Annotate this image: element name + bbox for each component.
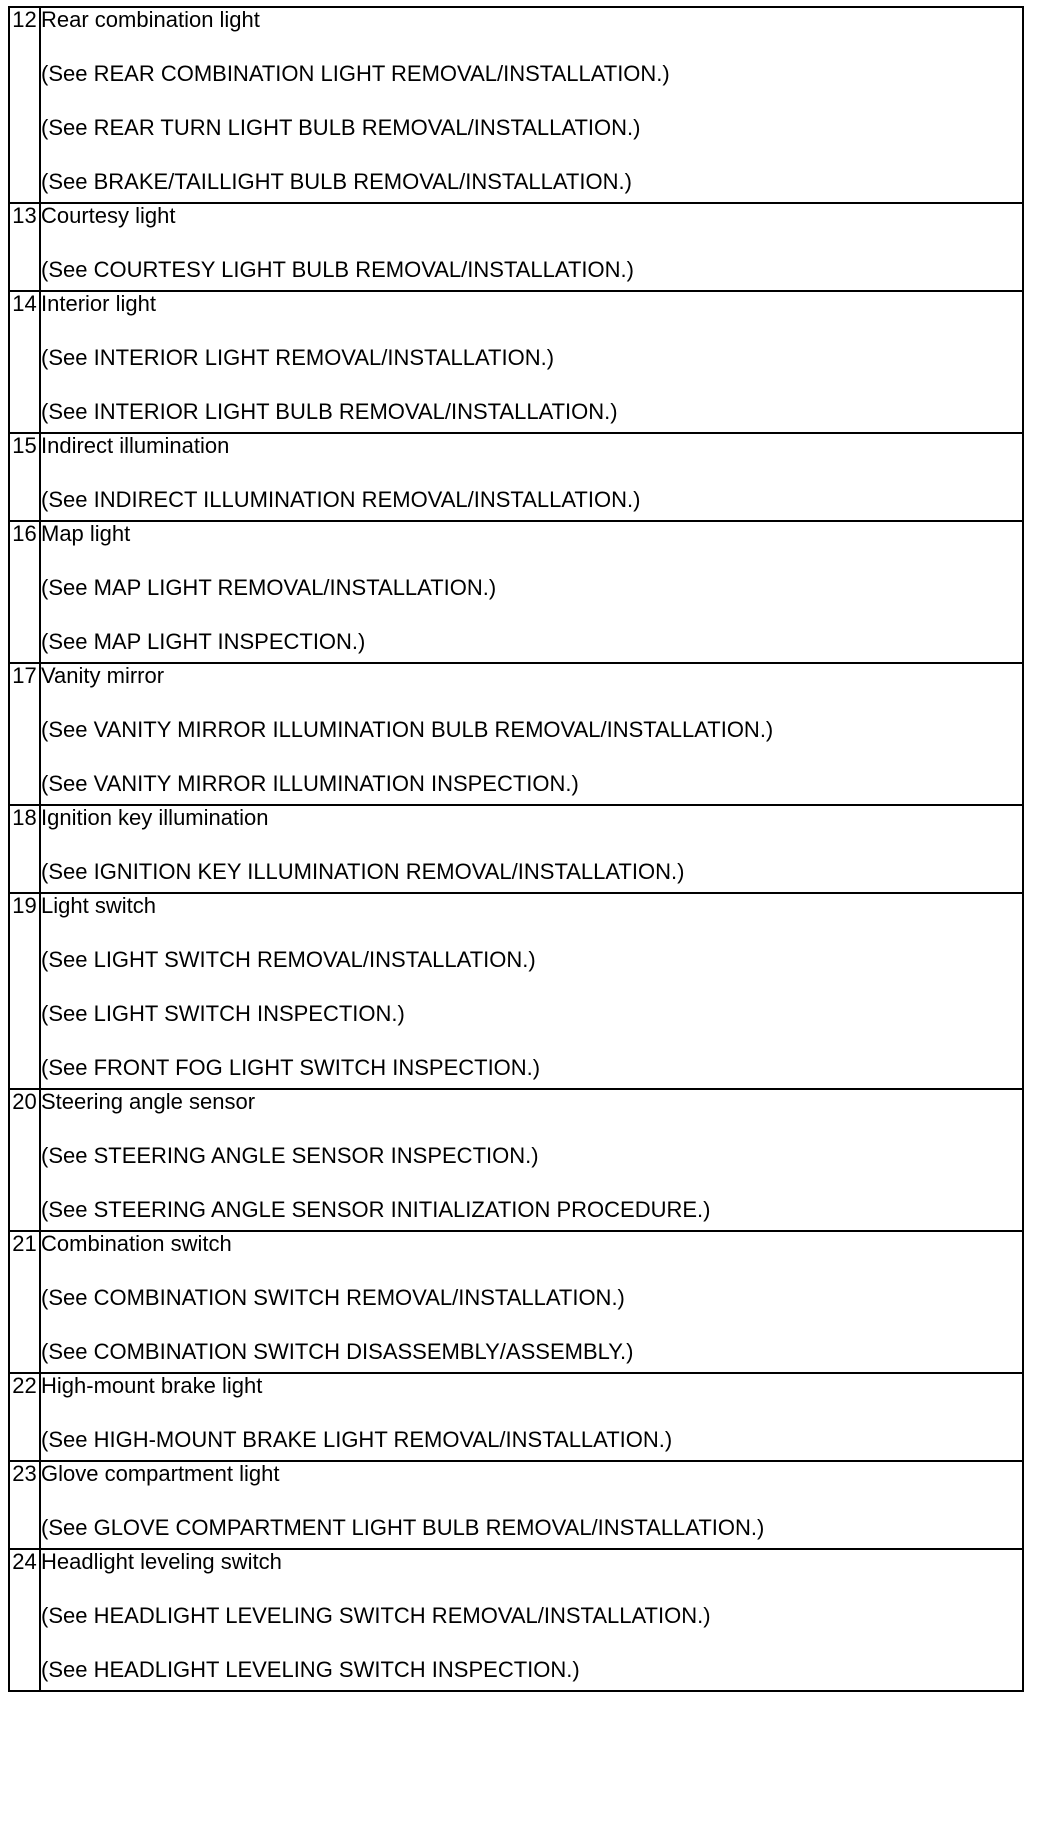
item-number: 21 [9,1231,40,1373]
item-name: High-mount brake light [41,1373,263,1398]
table-row [9,1231,1023,1373]
reference-link[interactable]: (See HEADLIGHT LEVELING SWITCH REMOVAL/INSTALLATION.) [41,1603,711,1628]
reference-link[interactable]: (See MAP LIGHT REMOVAL/INSTALLATION.) [41,575,497,600]
item-name: Interior light [41,291,156,316]
item-number: 18 [9,805,40,893]
item-name: Glove compartment light [41,1461,280,1486]
item-name: Rear combination light [41,7,260,32]
reference-link[interactable]: (See STEERING ANGLE SENSOR INITIALIZATION PROCEDURE.) [41,1197,711,1222]
table-row [9,893,1023,1089]
item-number: 19 [9,893,40,1089]
item-number: 23 [9,1461,40,1549]
item-description [40,893,1023,1089]
table-row [9,1373,1023,1461]
item-number: 12 [9,7,40,203]
item-description [40,1231,1023,1373]
item-description [40,663,1023,805]
item-name: Steering angle sensor [41,1089,256,1114]
item-description [40,805,1023,893]
reference-link[interactable]: (See IGNITION KEY ILLUMINATION REMOVAL/INSTALLATION.) [41,859,685,884]
component-table-body [9,7,1023,1691]
item-description [40,203,1023,291]
reference-link[interactable]: (See INTERIOR LIGHT REMOVAL/INSTALLATION.) [41,345,555,370]
reference-link[interactable]: (See INDIRECT ILLUMINATION REMOVAL/INSTALLATION.) [41,487,641,512]
item-number: 20 [9,1089,40,1231]
item-description [40,1373,1023,1461]
reference-link[interactable]: (See VANITY MIRROR ILLUMINATION INSPECTION.) [41,771,579,796]
table-row [9,433,1023,521]
item-name: Combination switch [41,1231,232,1256]
table-row [9,7,1023,203]
reference-link[interactable]: (See STEERING ANGLE SENSOR INSPECTION.) [41,1143,539,1168]
table-row [9,1549,1023,1691]
item-number: 13 [9,203,40,291]
reference-link[interactable]: (See BRAKE/TAILLIGHT BULB REMOVAL/INSTALLATION.) [41,169,632,194]
reference-link[interactable]: (See HIGH-MOUNT BRAKE LIGHT REMOVAL/INSTALLATION.) [41,1427,673,1452]
table-row [9,203,1023,291]
item-name: Light switch [41,893,156,918]
item-number: 24 [9,1549,40,1691]
item-number: 16 [9,521,40,663]
reference-link[interactable]: (See COURTESY LIGHT BULB REMOVAL/INSTALLATION.) [41,257,634,282]
item-name: Indirect illumination [41,433,230,458]
table-row [9,1461,1023,1549]
reference-link[interactable]: (See LIGHT SWITCH REMOVAL/INSTALLATION.) [41,947,536,972]
item-name: Vanity mirror [41,663,165,688]
item-name: Courtesy light [41,203,176,228]
item-number: 15 [9,433,40,521]
table-row [9,521,1023,663]
table-row [9,805,1023,893]
table-row [9,1089,1023,1231]
item-number: 17 [9,663,40,805]
reference-link[interactable]: (See COMBINATION SWITCH DISASSEMBLY/ASSEMBLY.) [41,1339,634,1364]
item-description [40,433,1023,521]
item-description [40,1549,1023,1691]
reference-link[interactable]: (See VANITY MIRROR ILLUMINATION BULB REMOVAL/INSTALLATION.) [41,717,774,742]
reference-link[interactable]: (See FRONT FOG LIGHT SWITCH INSPECTION.) [41,1055,541,1080]
reference-link[interactable]: (See INTERIOR LIGHT BULB REMOVAL/INSTALLATION.) [41,399,618,424]
reference-link[interactable]: (See GLOVE COMPARTMENT LIGHT BULB REMOVAL/INSTALLATION.) [41,1515,765,1540]
item-description [40,1461,1023,1549]
item-description [40,1089,1023,1231]
item-name: Map light [41,521,131,546]
reference-link[interactable]: (See HEADLIGHT LEVELING SWITCH INSPECTION.) [41,1657,580,1682]
reference-link[interactable]: (See REAR TURN LIGHT BULB REMOVAL/INSTALLATION.) [41,115,641,140]
reference-link[interactable]: (See LIGHT SWITCH INSPECTION.) [41,1001,405,1026]
item-number: 14 [9,291,40,433]
reference-link[interactable]: (See REAR COMBINATION LIGHT REMOVAL/INSTALLATION.) [41,61,670,86]
table-row [9,663,1023,805]
component-table [8,6,1024,1692]
item-number: 22 [9,1373,40,1461]
reference-link[interactable]: (See MAP LIGHT INSPECTION.) [41,629,366,654]
item-name: Ignition key illumination [41,805,269,830]
item-description [40,291,1023,433]
item-description [40,521,1023,663]
table-row [9,291,1023,433]
reference-link[interactable]: (See COMBINATION SWITCH REMOVAL/INSTALLATION.) [41,1285,625,1310]
item-description [40,7,1023,203]
item-name: Headlight leveling switch [41,1549,282,1574]
